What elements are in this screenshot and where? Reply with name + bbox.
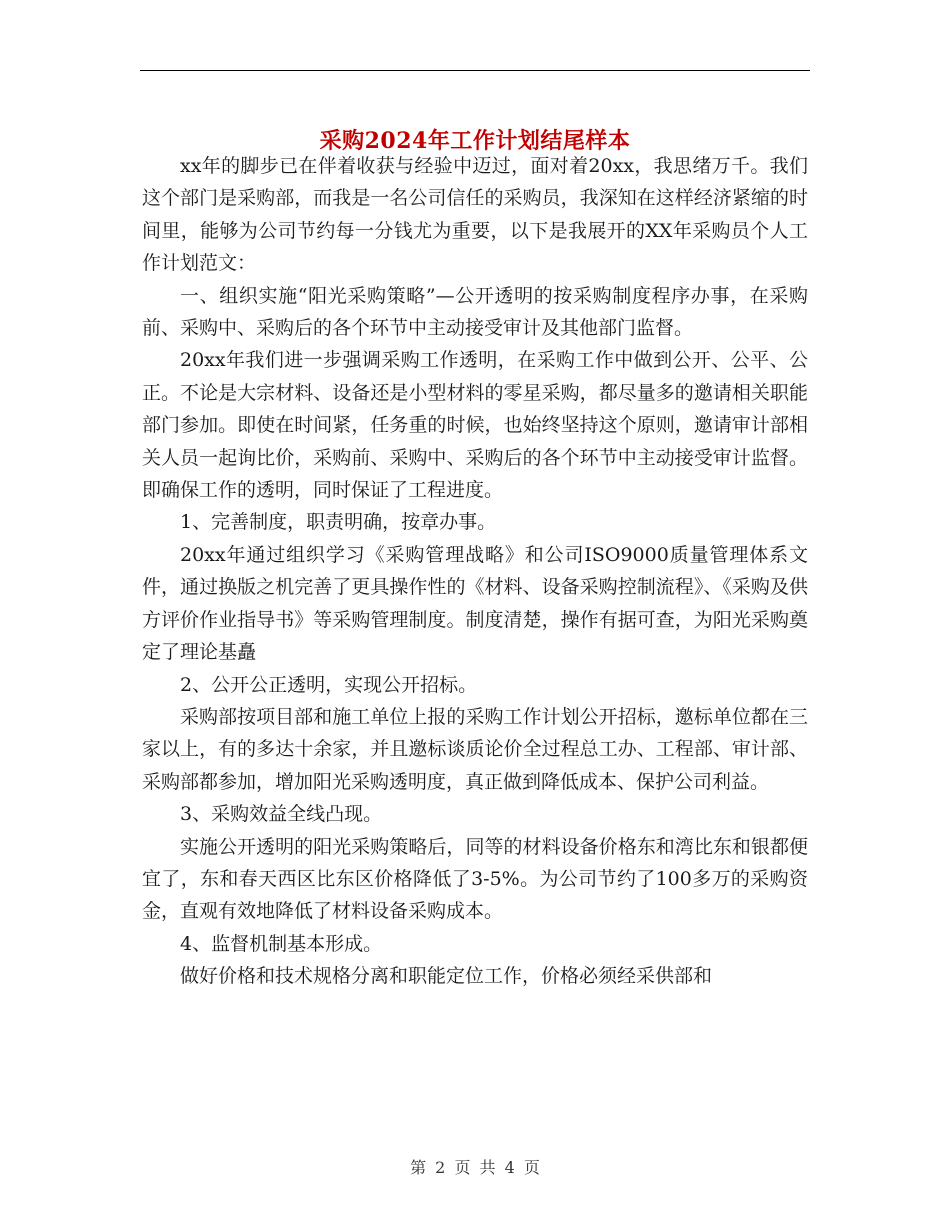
paragraph-transparency: 20xx年我们进一步强调采购工作透明，在采购工作中做到公开、公平、公正。不论是大宗材料、设备还是小型材料的零星采购，都尽量多的邀请相关职能部门参加。即使在时间紧，任务重的时候，也始终坚持这个原则，邀请审计部相关人员一起询比价，采购前、采购中、采购后的各个环节中主动接受审计监督。即确保工作的透明，同时保证了工程进度。 [142,349,808,502]
paragraph-point-1: 1、完善制度，职责明确，按章办事。 [180,511,497,534]
paragraph-supervision: 做好价格和技术规格分离和职能定位工作，价格必须经采供部和 [180,965,713,988]
paragraph-point-2: 2、公开公正透明，实现公开招标。 [180,673,478,696]
paragraph-tender: 采购部按项目部和施工单位上报的采购工作计划公开招标，邀标单位都在三家以上，有的多达十余家，并且邀标谈质论价全过程总工办、工程部、审计部、采购部都参加，增加阳光采购透明度，真正做到降低成本、保护公司利益。 [142,705,808,793]
paragraph-system: 20xx年通过组织学习《采购管理战略》和公司ISO9000质量管理体系文件，通过换版之机完善了更具操作性的《材料、设备采购控制流程》、《采购及供方评价作业指导书》等采购管理制度。制度清楚，操作有据可查，为阳光采购奠定了理论基矗 [142,543,808,664]
paragraph-point-4: 4、监督机制基本形成。 [180,932,383,955]
paragraph-section-one: 一、组织实施“阳光采购策略”—公开透明的按采购制度程序办事，在采购前、采购中、采购后的各个环节中主动接受审计及其他部门监督。 [142,284,808,340]
header-rule [140,70,810,71]
paragraph-intro: xx年的脚步已在伴着收获与经验中迈过，面对着20xx，我思绪万千。我们这个部门是采购部，而我是一名公司信任的采购员，我深知在这样经济紧缩的时间里，能够为公司节约每一分钱尤为重要，以下是我展开的XX年采购员个人工作计划范文： [142,155,808,275]
document-title: 采购2024年工作计划结尾样本 [319,127,631,154]
paragraph-point-3: 3、采购效益全线凸现。 [180,803,383,826]
document-body [142,150,808,993]
paragraph-benefit: 实施公开透明的阳光采购策略后，同等的材料设备价格东和湾比东和银都便宜了，东和春天西区比东区价格降低了3-5%。为公司节约了100多万的采购资金，直观有效地降低了材料设备采购成本。 [142,835,808,923]
page-number: 第 2 页 共 4 页 [410,1158,540,1177]
